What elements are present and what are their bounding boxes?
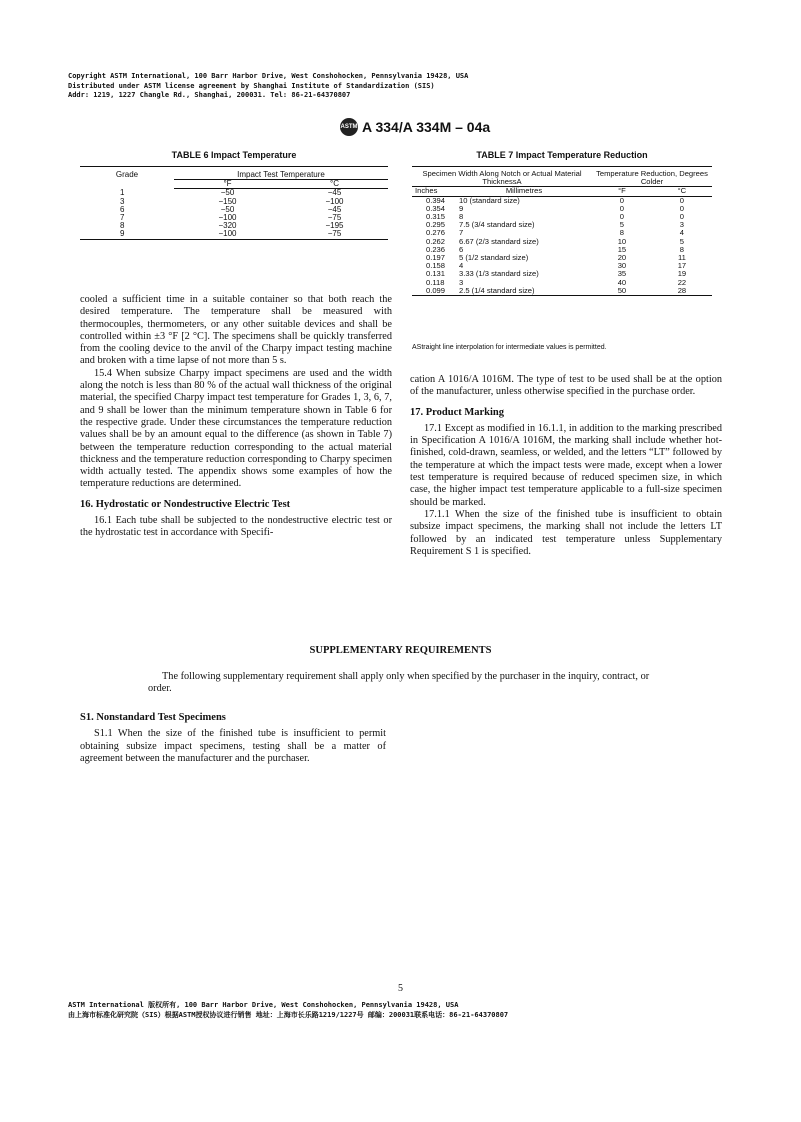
table-row: [412, 221, 712, 229]
cell-c: 0: [679, 195, 685, 205]
cell-f: −320: [218, 221, 237, 231]
paragraph: The following supplementary requirement shall apply only when specified by the purchaser in the inquiry, contract, or order.: [148, 671, 650, 695]
impact-temperature-table: [80, 166, 388, 240]
cell-mm: 6.67 (2/3 standard size): [459, 236, 539, 246]
cell-mm: 2.5 (1/4 standard size): [456, 287, 592, 296]
cell-c: −45: [327, 204, 342, 214]
cell-c: −75: [327, 213, 342, 223]
impact-temperature-reduction-table: [412, 166, 712, 296]
table-row: [412, 229, 712, 237]
unit-mm: Millimetres: [456, 187, 592, 196]
cell-mm: 9: [459, 203, 464, 213]
cell-in: 0.158: [426, 261, 446, 271]
cell-mm: 10 (standard size): [459, 195, 520, 205]
cell-in: 0.354: [426, 203, 446, 213]
table-row: [412, 279, 712, 287]
cell-grade: 6: [120, 204, 125, 214]
cell-f: 20: [617, 253, 627, 263]
col-specimen-width: [412, 167, 592, 187]
table-row: [412, 205, 712, 213]
paragraph: 16.1 Each tube shall be subjected to the nondestructive electric test or the hydrostatic test in accordance with Specifi-: [80, 515, 392, 539]
cell-in: 0.315: [426, 212, 446, 222]
footer-line: ASTM International 版权所有, 100 Barr Harbor Drive, West Conshohocken, Pennsylvania 19428, USA: [68, 1001, 459, 1009]
footer-line: 由上海市标准化研究院（SIS）根据ASTM授权协议进行销售 地址：上海市长乐路1219/1227号 邮编：200031联系电话：86-21-64370807: [68, 1010, 509, 1019]
cell-c: −100: [325, 196, 344, 206]
col-temp-reduction: Temperature Reduction, Degrees Colder: [592, 167, 712, 187]
cell-c: −75: [281, 230, 388, 239]
cell-f: 5: [619, 220, 625, 230]
left-column: [80, 294, 392, 540]
right-column: [410, 374, 722, 558]
col-impact-group: Impact Test Temperature: [174, 167, 388, 180]
cell-f: 50: [592, 287, 652, 296]
table-row: [412, 196, 712, 205]
supplementary-title: SUPPLEMENTARY REQUIREMENTS: [309, 645, 492, 656]
table7-footnote: AStraight line interpolation for intermediate values is permitted.: [412, 344, 607, 351]
cell-in: 0.197: [426, 253, 446, 263]
paragraph: cooled a sufficient time in a suitable container so that both reach the desired temperature. The temperature shall be measured with thermocouples, thermometers, or any other suitable devices and shall be controlled within ±3 °F [2 °C]. The specimens shall be quickly transferred from the cooling device to the anvil of the Charpy impact testing machine and broken with a time lapse of not more than 5 s.: [80, 294, 392, 367]
cell-mm: 5 (1/2 standard size): [459, 253, 529, 263]
cell-in: 0.236: [426, 244, 446, 254]
cell-f: 35: [617, 269, 627, 279]
paragraph: 17.1 Except as modified in 16.1.1, in addition to the marking prescribed in Specification A 1016/A 1016M, the marking shall include whether hot-finished, cold-drawn, seamless, or welded, and the letters “LT” followed by the temperature at which the impact tests were made, except when a lower test temperature is required because of reduced specimen size, in which case, the higher impact test temperature applicable to a full-size specimen should be marked.: [410, 422, 722, 508]
cell-c: 11: [677, 253, 686, 263]
table-row: [80, 198, 388, 206]
cell-grade: 9: [80, 230, 174, 239]
cell-in: 0.276: [426, 228, 446, 238]
table-row: [412, 213, 712, 221]
cell-c: 0: [679, 212, 685, 222]
cell-in: 0.262: [426, 236, 446, 246]
cell-c: 22: [677, 277, 687, 287]
header-line: Distributed under ASTM license agreement by Shanghai Institute of Standardization (SIS): [68, 81, 435, 90]
cell-f: 0: [619, 203, 625, 213]
unit-f: °F: [592, 187, 652, 196]
paragraph: 17.1.1 When the size of the finished tube is insufficient to obtain subsize impact specimens, the marking shall not include the letters LT followed by an indicated test temperature unless Supplementary Requirement S 1 is specified.: [410, 508, 722, 557]
cell-f: −100: [174, 230, 281, 239]
table-row: [412, 246, 712, 254]
cell-mm: 8: [459, 212, 464, 222]
cell-c: 3: [679, 220, 685, 230]
cell-f: −50: [220, 204, 235, 214]
copyright-header: [68, 72, 468, 101]
paragraph: S1.1 When the size of the finished tube is insufficient to permit obtaining subsize impact specimens, testing shall be a matter of agreement between the manufacturer and the purchaser.: [80, 728, 386, 764]
header-line: Addr: 1219, 1227 Changle Rd., Shanghai, 200031. Tel: 86-21-64370807: [68, 91, 351, 99]
table-row: [412, 270, 712, 278]
cell-mm: 7: [459, 228, 464, 238]
table-row: [412, 287, 712, 296]
cell-in: 0.394: [426, 195, 446, 205]
page-number: 5: [398, 983, 403, 994]
section-heading: S1. Nonstandard Test Specimens: [80, 712, 226, 723]
cell-grade: 3: [120, 196, 125, 206]
cell-f: 8: [619, 228, 625, 238]
cell-in: 0.118: [426, 277, 445, 287]
unit-inches: Inches: [412, 187, 456, 196]
cell-in: 0.099: [412, 287, 456, 296]
cell-c: 4: [679, 228, 685, 238]
cell-mm: 4: [459, 261, 464, 271]
unit-c: °C: [281, 180, 388, 189]
cell-grade: 1: [120, 188, 125, 198]
col-grade: Grade: [80, 167, 174, 189]
table-row: [80, 230, 388, 239]
header-line: Copyright ASTM International, 100 Barr Harbor Drive, West Conshohocken, Pennsylvania 19428, USA: [68, 72, 469, 80]
col-specimen-width-label: Specimen Width Along Notch or Actual Material ThicknessA: [422, 169, 582, 187]
supplementary-intro: [148, 671, 653, 696]
cell-f: 30: [617, 261, 627, 271]
astm-logo-icon: ASTM: [340, 118, 358, 136]
table6-caption: TABLE 6 Impact Temperature: [171, 150, 297, 160]
cell-f: −100: [218, 213, 237, 223]
cell-mm: 6: [459, 244, 464, 254]
cell-c: −45: [327, 188, 342, 198]
designation: A 334/A 334M – 04a: [362, 119, 491, 135]
cell-grade: 7: [120, 213, 125, 223]
cell-f: −150: [218, 196, 237, 206]
table-row: [412, 238, 712, 246]
section-heading: 16. Hydrostatic or Nondestructive Electric Test: [80, 498, 291, 510]
document-title: [340, 118, 490, 136]
cell-f: 15: [617, 244, 627, 254]
cell-c: 17: [677, 261, 687, 271]
cell-mm: 3.33 (1/3 standard size): [459, 269, 539, 279]
cell-f: 10: [617, 236, 627, 246]
cell-c: 5: [679, 236, 685, 246]
cell-grade: 8: [120, 221, 125, 231]
cell-in: 0.295: [426, 220, 446, 230]
section-heading: 17. Product Marking: [410, 406, 505, 418]
cell-mm: 7.5 (3/4 standard size): [459, 220, 535, 230]
supplementary-s1: [80, 712, 386, 765]
cell-c: 0: [679, 203, 685, 213]
unit-f: °F: [174, 180, 281, 189]
cell-c: 28: [652, 287, 712, 296]
cell-c: 19: [677, 269, 687, 279]
paragraph: 15.4 When subsize Charpy impact specimens are used and the width along the notch is less than 80 % of the actual wall thickness of the original material, the specified Charpy impact test temperature for Grades 1, 3, 6, 7, and 9 shall be lower than the minimum temperature shown in Table 6 for the respective grade. Under these circumstances the temperature reduction values shall be by an amount equal to the difference (as shown in Table 7) between the temperature reduction corresponding to the actual material thickness and the temperature reduction corresponding to Charpy specimen width actually tested. The appendix shows some examples of how the temperature reductions are determined.: [80, 367, 392, 490]
cell-f: 0: [619, 212, 625, 222]
cell-in: 0.131: [426, 269, 446, 279]
cell-mm: 3: [459, 277, 464, 287]
table-row: [412, 262, 712, 270]
table7-caption: TABLE 7 Impact Temperature Reduction: [476, 150, 648, 160]
footer: [68, 1001, 508, 1020]
cell-f: 40: [617, 277, 627, 287]
cell-f: −50: [220, 188, 235, 198]
unit-c: °C: [652, 187, 712, 196]
paragraph: cation A 1016/A 1016M. The type of test to be used shall be at the option of the manufacturer, unless otherwise specified in the purchase order.: [410, 374, 722, 398]
table-row: [412, 254, 712, 262]
cell-c: 8: [679, 244, 685, 254]
cell-c: −195: [325, 221, 344, 231]
cell-f: 0: [619, 195, 625, 205]
